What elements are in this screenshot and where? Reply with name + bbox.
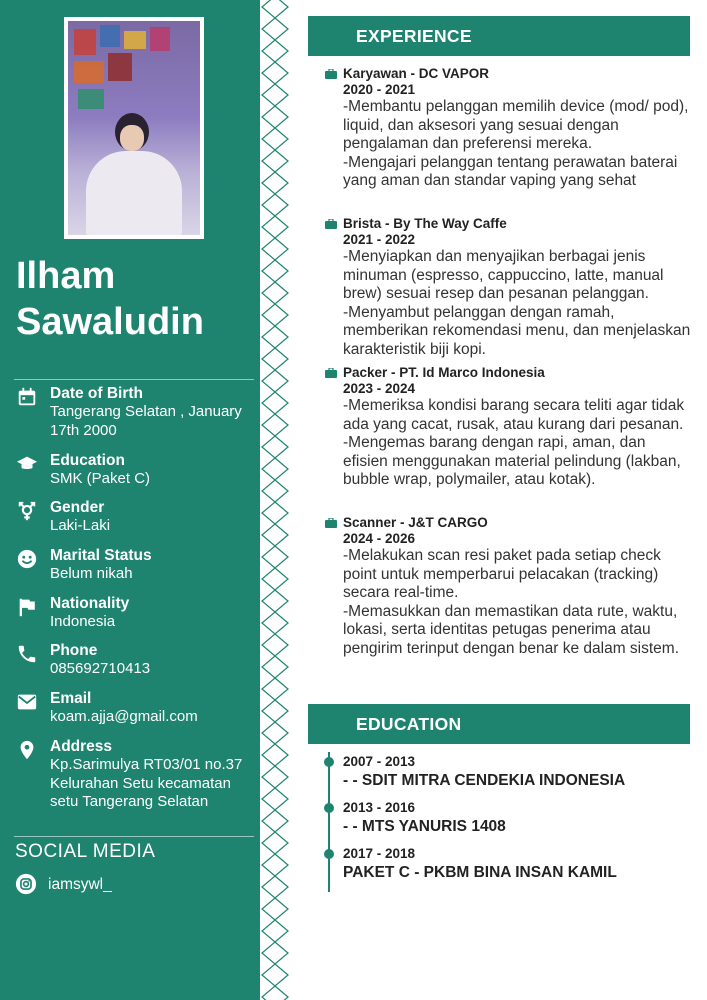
info-label: Education: [50, 452, 125, 469]
education-timeline: [328, 752, 330, 892]
job-description: -Melakukan scan resi paket pada setiap check point untuk memperbarui pelacakan (tracking) secara real-time. -Memasukkan dan memastikan data rute, waktu, lokasi, serta identitas petugas penerima atau pengirim terinput dengan benar ke dalam sistem.: [343, 547, 680, 657]
education-years: 2007 - 2013: [343, 754, 416, 769]
diamond-shape: [262, 62, 288, 84]
diamond-shape: [262, 0, 288, 18]
job-description: -Menyiapkan dan menyajikan berbagai jenis minuman (espresso, cappuccino, latte, manual brew) sesuai resep dan pesanan pelanggan. -Menyambut pelanggan dengan ramah, memberikan rekomendasi menu, dan menjelaskan karakteristik biji kopi.: [343, 248, 691, 358]
info-value: SMK (Paket C): [50, 470, 151, 487]
mail-icon: [16, 691, 38, 713]
job-years: 2021 - 2022: [343, 232, 416, 247]
diamond-shape: [262, 150, 288, 172]
diamond-shape: [262, 854, 288, 876]
job-title: Packer - PT. Id Marco Indonesia: [343, 365, 545, 380]
profile-photo-frame: [64, 17, 204, 239]
info-label: Date of Birth: [50, 385, 143, 402]
calendar-icon: [16, 386, 38, 408]
diamond-shape: [262, 348, 288, 370]
timeline-dot: [324, 849, 334, 859]
briefcase-icon: [325, 69, 337, 79]
phone-icon: [16, 643, 38, 665]
flag-icon: [16, 596, 38, 618]
diamond-shape: [262, 920, 288, 942]
diamond-shape: [262, 84, 288, 106]
job-title: Brista - By The Way Caffe: [343, 216, 507, 231]
info-value: Indonesia: [50, 613, 116, 630]
diamond-shape: [262, 876, 288, 898]
education-years: 2013 - 2016: [343, 800, 416, 815]
diamond-shape: [262, 40, 288, 62]
info-value: Belum nikah: [50, 565, 133, 582]
diamond-shape: [262, 414, 288, 436]
diamond-shape: [262, 480, 288, 502]
info-value: Laki-Laki: [50, 517, 111, 534]
sidebar: [0, 0, 260, 1000]
diamond-shape: [262, 128, 288, 150]
job-title: Scanner - J&T CARGO: [343, 515, 488, 530]
diamond-shape: [262, 744, 288, 766]
diamond-shape: [262, 524, 288, 546]
instagram-handle[interactable]: iamsywl_: [48, 876, 112, 893]
diamond-shape: [262, 18, 288, 40]
timeline-dot: [324, 757, 334, 767]
diamond-shape: [262, 700, 288, 722]
info-label: Gender: [50, 499, 105, 516]
diamond-shape: [262, 634, 288, 656]
experience-header: EXPERIENCE: [308, 16, 690, 56]
briefcase-icon: [325, 368, 337, 378]
diamond-shape: [262, 260, 288, 282]
diamond-shape: [262, 722, 288, 744]
diamond-shape: [262, 216, 288, 238]
diamond-shape: [262, 678, 288, 700]
name-first: Ilham: [16, 255, 116, 297]
job-description: -Memeriksa kondisi barang secara teliti agar tidak ada yang cacat, rusak, atau kurang dari pesanan. -Mengemas barang dengan rapi, aman, dan efisien menggunakan material pelindung (lakban, bubble wrap, polymailer, atau kotak).: [343, 397, 685, 489]
info-value: Tangerang Selatan , January 17th 2000: [50, 403, 242, 439]
info-label: Email: [50, 690, 92, 707]
education-school: PAKET C - PKBM BINA INSAN KAMIL: [343, 864, 617, 881]
diamond-shape: [262, 568, 288, 590]
diamond-shape: [262, 392, 288, 414]
diamond-shape: [262, 942, 288, 964]
name-last: Sawaludin: [16, 301, 204, 343]
info-label: Phone: [50, 642, 98, 659]
diamond-shape: [262, 766, 288, 788]
education-school: - - SDIT MITRA CENDEKIA INDONESIA: [343, 772, 626, 789]
job-description: -Membantu pelanggan memilih device (mod/ pod), liquid, dan aksesori yang sesuai dengan pengalaman dan preferensi mereka. -Mengajari pelanggan tentang perawatan baterai yang aman dan standar vaping yang sehat: [343, 98, 689, 190]
diamond-shape: [262, 436, 288, 458]
diamond-shape: [262, 964, 288, 986]
diamond-shape: [262, 458, 288, 480]
diamond-shape: [262, 282, 288, 304]
briefcase-icon: [325, 219, 337, 229]
social-media-title: SOCIAL MEDIA: [15, 841, 156, 862]
info-value: Kp.Sarimulya RT03/01 no.37 Kelurahan Setu kecamatan setu Tangerang Selatan: [50, 756, 243, 810]
profile-photo: [68, 21, 200, 235]
graduation-cap-icon: [16, 453, 38, 475]
instagram-icon: [15, 873, 37, 895]
info-label: Address: [50, 738, 113, 755]
education-school: - - MTS YANURIS 1408: [343, 818, 506, 835]
diamond-shape: [262, 502, 288, 524]
face-icon: [16, 548, 38, 570]
briefcase-icon: [325, 518, 337, 528]
decorative-diamond-strip: [260, 0, 290, 1000]
diamond-shape: [262, 238, 288, 260]
diamond-shape: [262, 546, 288, 568]
timeline-dot: [324, 803, 334, 813]
diamond-shape: [262, 788, 288, 810]
info-value: 085692710413: [50, 660, 151, 677]
job-title: Karyawan - DC VAPOR: [343, 66, 490, 81]
diamond-shape: [262, 986, 288, 1000]
diamond-shape: [262, 172, 288, 194]
job-years: 2023 - 2024: [343, 381, 416, 396]
gender-icon: [16, 500, 38, 522]
diamond-shape: [262, 106, 288, 128]
diamond-shape: [262, 194, 288, 216]
info-value: koam.ajja@gmail.com: [50, 708, 198, 725]
diamond-shape: [262, 304, 288, 326]
education-years: 2017 - 2018: [343, 846, 416, 861]
divider: [14, 836, 254, 837]
person-name: [16, 253, 256, 345]
diamond-shape: [262, 326, 288, 348]
job-years: 2024 - 2026: [343, 531, 416, 546]
divider: [14, 379, 254, 380]
diamond-shape: [262, 656, 288, 678]
diamond-shape: [262, 898, 288, 920]
info-label: Nationality: [50, 595, 130, 612]
job-years: 2020 - 2021: [343, 82, 416, 97]
diamond-shape: [262, 590, 288, 612]
diamond-shape: [262, 370, 288, 392]
diamond-shape: [262, 832, 288, 854]
diamond-shape: [262, 810, 288, 832]
location-pin-icon: [16, 739, 38, 761]
education-header: EDUCATION: [308, 704, 690, 744]
diamond-shape: [262, 612, 288, 634]
info-label: Marital Status: [50, 547, 152, 564]
